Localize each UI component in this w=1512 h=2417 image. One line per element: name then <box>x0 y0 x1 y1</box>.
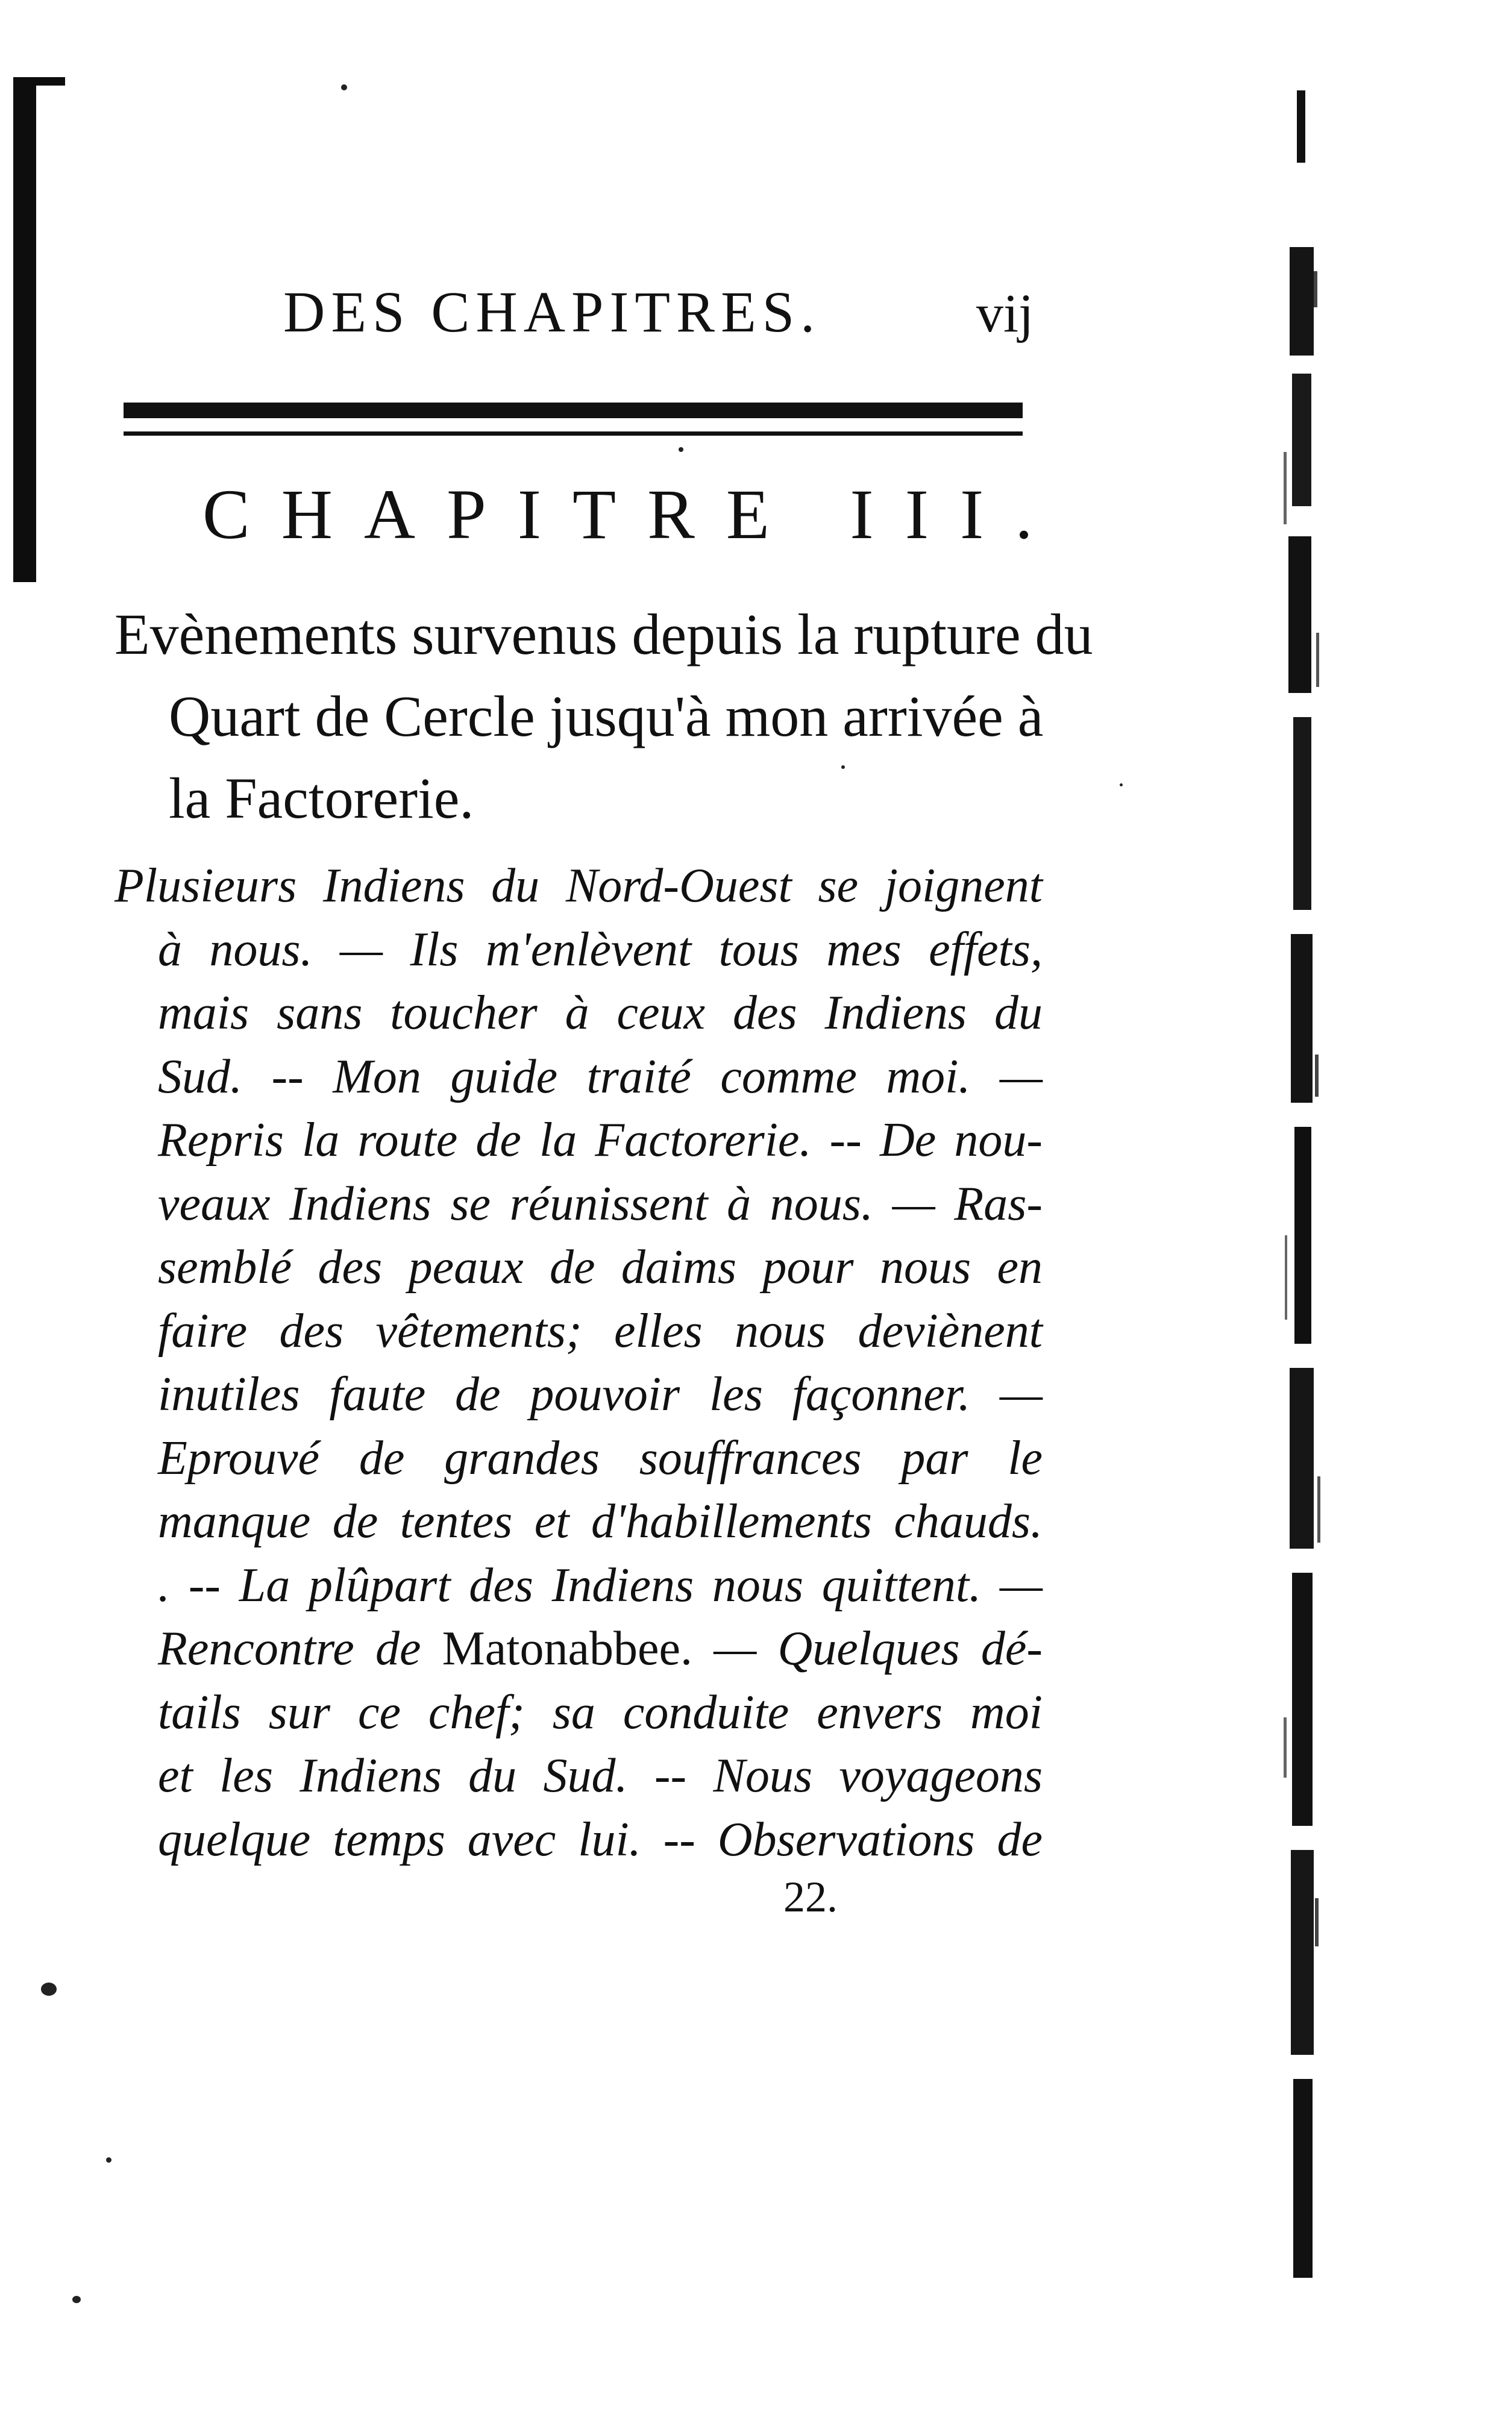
chapter-title-line: Evènements survenus depuis la rupture du <box>114 602 1093 666</box>
header-rule-thin <box>124 431 1023 436</box>
contents-line: faire des vêtements; elles nous deviènent <box>158 1304 1043 1358</box>
contents-fragment: — Quelques dé- <box>692 1622 1043 1675</box>
contents-line: tails sur ce chef; sa conduite envers moi <box>158 1685 1043 1739</box>
page-folio: vij <box>976 284 1034 343</box>
ink-speck <box>41 1983 57 1996</box>
contents-line: Repris la route de la Factorerie. -- De nou- <box>158 1114 1043 1167</box>
contents-line: mais sans toucher à ceux des Indiens du <box>158 986 1043 1039</box>
ink-speck <box>679 447 683 452</box>
chapter-title-line: Quart de Cercle jusqu'à mon arrivée à <box>169 684 1044 748</box>
contents-line: Eprouvé de grandes souffrances par le <box>158 1431 1043 1485</box>
ink-speck <box>1120 783 1123 786</box>
ink-speck <box>841 765 845 769</box>
contents-line: . -- La plûpart des Indiens nous quittent. — <box>158 1558 1043 1612</box>
chapter-title-line: la Factorerie. <box>169 766 474 830</box>
ink-speck <box>341 84 347 90</box>
contents-line: inutiles faute de pouvoir les façonner. — <box>158 1368 1043 1421</box>
contents-line-mixed <box>114 1617 1043 1681</box>
contents-line: à nous. — Ils m'enlèvent tous mes effets, <box>158 923 1043 976</box>
contents-line: quelque temps avec lui. -- Observations de <box>158 1813 1043 1866</box>
running-head-title: DES CHAPITRES. <box>283 280 821 344</box>
ink-speck <box>106 2157 111 2163</box>
scan-edge-shadow <box>13 77 36 582</box>
contents-line: et les Indiens du Sud. -- Nous voyageons <box>158 1749 1043 1802</box>
catchword: 22. <box>783 1873 838 1921</box>
contents-line: Plusieurs Indiens du Nord-Ouest se joignent <box>114 859 1043 912</box>
chapter-title <box>114 594 1093 839</box>
ink-speck <box>72 2296 81 2303</box>
binding-gutter-noise <box>1284 90 1326 2308</box>
chapter-heading: CHAPITRE III. <box>202 475 1064 554</box>
scan-edge-corner <box>13 77 65 86</box>
contents-line: manque de tentes et d'habillements chauds. <box>158 1495 1043 1548</box>
contents-fragment-roman: Matonabbee. <box>442 1622 693 1675</box>
header-rule-thick <box>124 403 1023 418</box>
contents-fragment: Rencontre de <box>158 1622 442 1675</box>
chapter-contents-summary <box>114 854 1043 1872</box>
contents-line: Sud. -- Mon guide traité comme moi. — <box>158 1050 1043 1103</box>
contents-line: veaux Indiens se réunissent à nous. — Ras- <box>158 1177 1043 1230</box>
contents-line: semblé des peaux de daims pour nous en <box>158 1241 1043 1294</box>
